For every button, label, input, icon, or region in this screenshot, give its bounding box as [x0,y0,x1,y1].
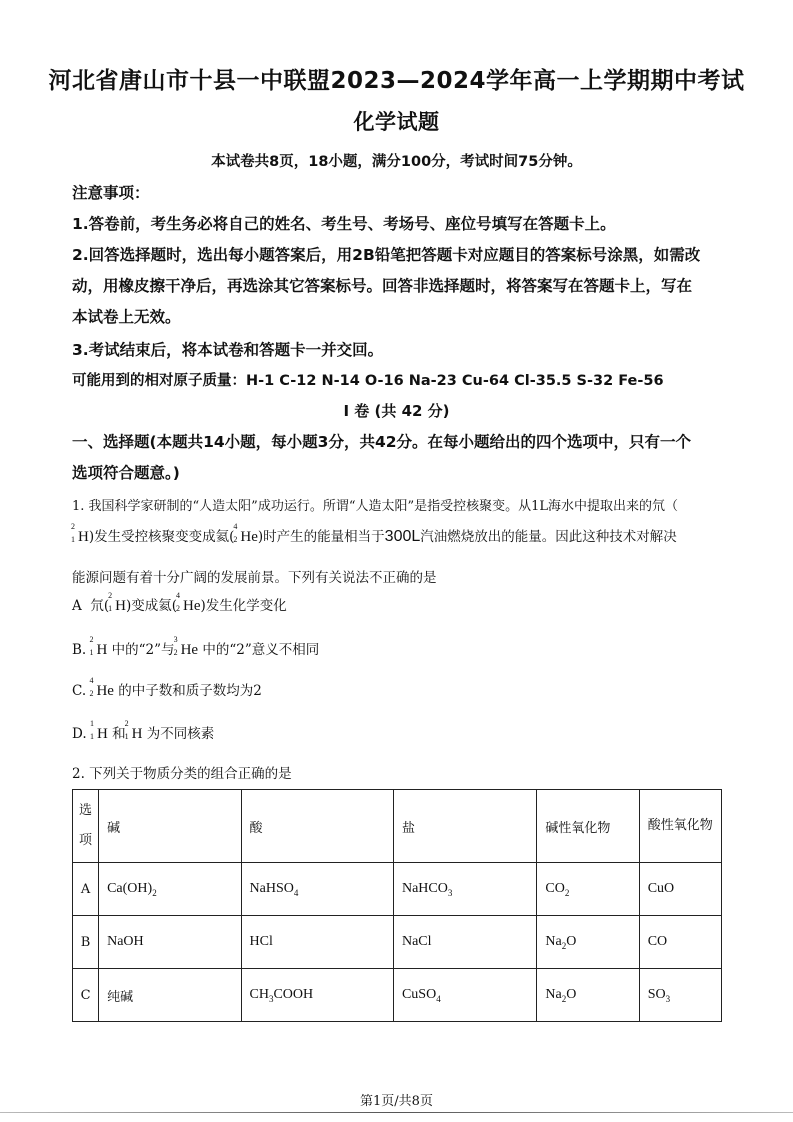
cell-acid: NaHSO$_4$ [241,863,393,916]
q1-stem-line2: 2 1 H)发生受控核聚变变成氦( 4 2 He)时产生的能量相当于300L汽油燃烧放出的能量。因此这种技术对解决 [71,522,677,545]
cell-basic-oxide: $Na_2O$ [537,969,639,1022]
notes-heading: 注意事项： [72,184,150,202]
table-row [73,863,722,916]
q1-option-a: A 氘( 2 1 H)变成氦( 4 2 He)发生化学变化 [72,591,287,614]
header-basic-oxide: 碱性氧化物 [537,790,639,863]
subject-title: 化学试题 [353,110,440,134]
q1-stem-line3: 能源问题有着十分广阔的发展前景。下列有关说法不正确的是 [72,570,437,586]
header-acid: 酸 [241,790,393,863]
q1-option-c: C. 4 2 He 的中子数和质子数均为2 [72,676,262,699]
header-base: 碱 [99,790,241,863]
note-item-2-line2: 动，用橡皮擦干净后，再选涂其它答案标号。回答非选择题时，将答案写在答题卡上，写在 [72,277,693,295]
q1-option-b: B. 2 1 H 中的“2”与 3 2 He 中的“2”意义不相同 [72,635,320,658]
cell-salt: NaCl [393,916,536,969]
cell-acidic-oxide: $SO_3$ [639,969,721,1022]
row-label: C [73,969,99,1022]
cell-acidic-oxide: CuO [639,863,721,916]
deuterium-symbol: 2 1 H [71,522,89,545]
q1-option-d: D. 1 1 H 和 2 1 H 为不同核素 [72,719,215,742]
header-acidic-oxide: 酸性氧化物 [639,790,721,863]
table-header-row [73,790,722,863]
q1-stem-line1: 1. 我国科学家研制的“人造太阳”成功运行。所谓“人造太阳”是指受控核聚变。从1L海水中提取出来的氘（ [72,499,679,514]
cell-basic-oxide: $CO_2$ [537,863,639,916]
cell-salt: CuSO$_4$ [393,969,536,1022]
q2-stem: 2. 下列关于物质分类的组合正确的是 [72,766,292,782]
exam-title: 河北省唐山市十县一中联盟2023—2024学年高一上学期期中考试 [48,68,745,94]
section-heading-line1: 一、选择题(本题共14小题，每小题3分，共42分。在每小题给出的四个选项中，只有一个 [72,433,692,451]
cell-acid: $CH_3COOH$ [241,969,393,1022]
note-item-2-line3: 本试卷上无效。 [72,308,181,326]
header-option: 选项 [73,790,99,863]
cell-base: NaOH [99,916,241,969]
footer-divider [0,1112,793,1113]
cell-base: 纯碱 [99,969,241,1022]
page-number: 第1页/共8页 [360,1094,433,1109]
helium-symbol: 4 2 He [233,522,258,545]
cell-basic-oxide: $Na_2O$ [537,916,639,969]
row-label: A [73,863,99,916]
section-heading-line2: 选项符合题意。) [72,464,180,482]
table-row [73,916,722,969]
table-row [73,969,722,1022]
note-item-2-line1: 2.回答选择题时，选出每小题答案后，用2B铅笔把答题卡对应题目的答案标号涂黑，如需改 [72,246,701,264]
cell-salt: NaHCO$_3$ [393,863,536,916]
note-item-1: 1.答卷前，考生务必将自己的姓名、考生号、考场号、座位号填写在答题卡上。 [72,215,616,233]
classification-table [72,789,722,1022]
note-item-3: 3.考试结束后，将本试卷和答题卡一并交回。 [72,341,384,359]
volume-label: I 卷 (共 42 分) [343,402,450,420]
exam-info: 本试卷共8页，18小题，满分100分，考试时间75分钟。 [211,154,582,170]
row-label: B [73,916,99,969]
cell-acidic-oxide: CO [639,916,721,969]
cell-acid: HCl [241,916,393,969]
atomic-masses: 可能用到的相对原子质量：H-1 C-12 N-14 O-16 Na-23 Cu-64 Cl-35.5 S-32 Fe-56 [72,373,664,389]
cell-base: $Ca(OH)_2$ [99,863,241,916]
header-salt: 盐 [393,790,536,863]
